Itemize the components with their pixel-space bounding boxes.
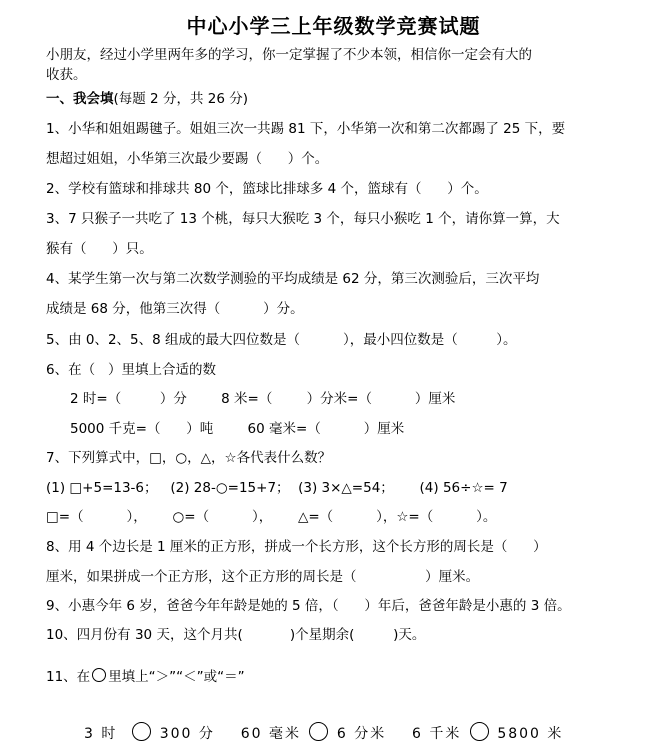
compare-circle-icon <box>92 668 106 682</box>
section-heading <box>46 90 248 108</box>
item-2-right: 6 分米 <box>336 726 387 742</box>
question-11-items <box>84 722 563 743</box>
question-6-row-1: 2 时=（ ）分 8 米=（ ）分米=（ ）厘米 <box>70 391 456 407</box>
question-1-line-1: 1、小华和姐姐踢毽子。姐姐三次一共踢 81 下，小华第一次和第二次都踢了 25 下，要 <box>46 121 566 137</box>
question-2: 2、学校有篮球和排球共 80 个，篮球比排球多 4 个，篮球有（ ）个。 <box>46 181 488 197</box>
blank-circle-icon[interactable] <box>470 722 489 741</box>
question-4-line-2: 成绩是 68 分，他第三次得（ ）分。 <box>46 301 304 317</box>
section-title: 一、我会填 <box>46 91 114 107</box>
question-11-suffix: 里填上“＞”“＜”或“＝” <box>108 669 245 685</box>
question-6-row-2: 5000 千克=（ ）吨 60 毫米=（ ）厘米 <box>70 421 405 437</box>
question-6: 6、在（ ）里填上合适的数 <box>46 362 216 378</box>
question-4-line-1: 4、某学生第一次与第二次数学测验的平均成绩是 62 分，第三次测验后，三次平均 <box>46 271 540 287</box>
question-8-line-2: 厘米，如果拼成一个正方形，这个正方形的周长是（ ）厘米。 <box>46 569 480 585</box>
question-8-line-1: 8、用 4 个边长是 1 厘米的正方形，拼成一个长方形，这个长方形的周长是（ ） <box>46 539 547 555</box>
blank-circle-icon[interactable] <box>132 722 151 741</box>
page-title: 中心小学三上年级数学竞赛试题 <box>186 14 481 38</box>
question-3-line-2: 猴有（ ）只。 <box>46 241 153 257</box>
section-note: (每题 2 分，共 26 分) <box>113 91 248 107</box>
question-7-equations: (1) □+5=13-6； (2) 28-○=15+7； (3) 3×△=54； (4) 56÷☆= 7 <box>46 480 508 496</box>
question-11-prefix: 11、在 <box>46 669 91 685</box>
question-11 <box>46 668 245 686</box>
item-2-left: 60 毫米 <box>240 726 301 742</box>
item-1-left: 3 时 <box>84 726 118 742</box>
question-7: 7、下列算式中，□，○，△，☆各代表什么数？ <box>46 450 332 466</box>
item-3-left: 6 千米 <box>412 726 462 742</box>
blank-circle-icon[interactable] <box>309 722 328 741</box>
intro-line-2: 收获。 <box>46 67 87 83</box>
intro-line-1: 小朋友，经过小学里两年多的学习，你一定掌握了不少本领，相信你一定会有大的 <box>46 47 532 63</box>
question-3-line-1: 3、7 只猴子一共吃了 13 个桃，每只大猴吃 3 个，每只小猴吃 1 个，请你算一算，大 <box>46 211 560 227</box>
question-7-answers: □=（ ）， ○=（ ）， △=（ ），☆=（ ）。 <box>46 509 497 525</box>
question-1-line-2: 想超过姐姐，小华第三次最少要踢（ ）个。 <box>46 151 329 167</box>
item-3-right: 5800 米 <box>497 726 564 742</box>
question-10: 10、四月份有 30 天，这个月共( )个星期余( )天。 <box>46 627 426 643</box>
question-9: 9、小惠今年 6 岁，爸爸今年年龄是她的 5 倍，（ ）年后，爸爸年龄是小惠的 3 倍。 <box>46 598 571 614</box>
question-5: 5、由 0、2、5、8 组成的最大四位数是（ ），最小四位数是（ ）。 <box>46 332 517 348</box>
item-1-right: 300 分 <box>159 726 215 742</box>
